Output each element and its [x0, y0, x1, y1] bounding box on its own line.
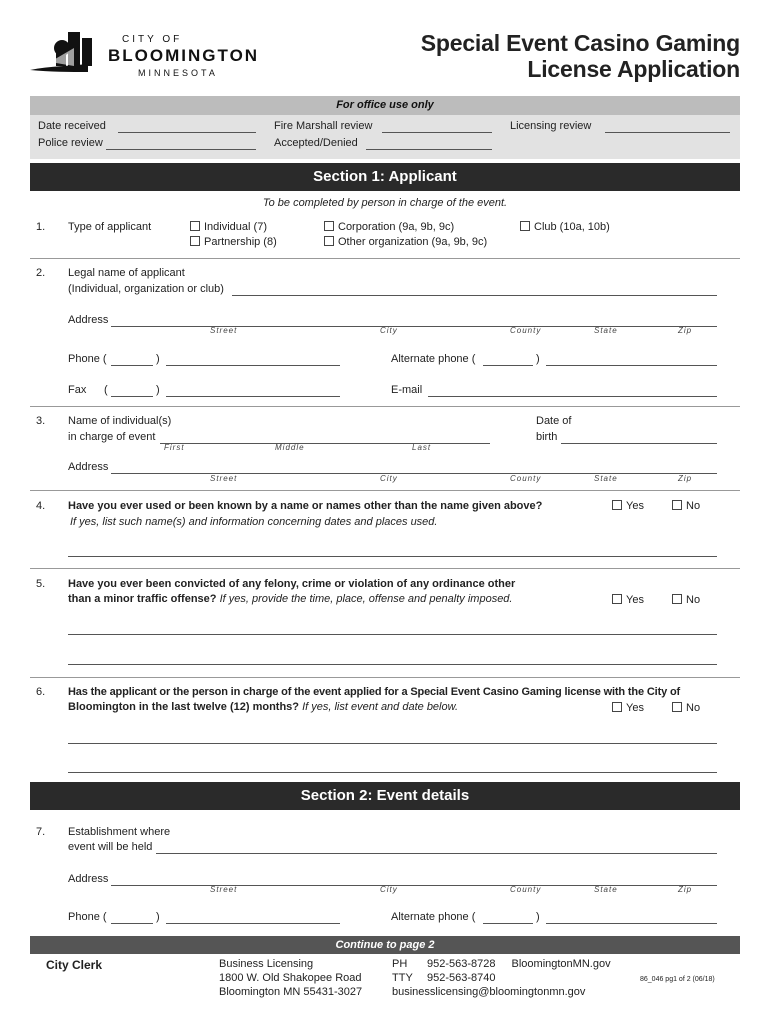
- divider: [30, 677, 740, 678]
- q5-note: If yes, provide the time, place, offense and penalty imposed.: [219, 593, 513, 605]
- logo-city-of: CITY OF: [122, 34, 183, 45]
- licensing-review-field[interactable]: [605, 132, 730, 133]
- individual-name-label: Name of individual(s): [68, 415, 172, 427]
- option-other-organization[interactable]: [324, 236, 487, 248]
- legal-name-sublabel: (Individual, organization or club): [68, 283, 224, 295]
- q6-note: If yes, list event and date below.: [302, 701, 459, 713]
- date-received-label: Date received: [38, 120, 106, 132]
- email-field[interactable]: [428, 396, 717, 397]
- q6-question-line-2: [68, 701, 458, 713]
- option-club[interactable]: [520, 221, 610, 233]
- fax-paren-close: ): [156, 384, 160, 396]
- q6-number: 6.: [36, 686, 46, 698]
- date-received-field[interactable]: [118, 132, 256, 133]
- city-logo: [30, 28, 260, 88]
- zip-caption: Zip: [678, 326, 693, 335]
- divider: [30, 568, 740, 569]
- address-label: Address: [68, 873, 109, 885]
- q4-no-label: No: [686, 500, 701, 512]
- q4-answer-field[interactable]: [68, 556, 717, 557]
- checkbox-corporation[interactable]: [324, 221, 334, 231]
- mailing-address: [219, 957, 362, 999]
- address-label: Address: [68, 461, 109, 473]
- q6-yes-label: Yes: [626, 702, 644, 714]
- contact-info: [392, 957, 611, 999]
- first-caption: First: [164, 443, 185, 452]
- alt-phone-area-code-field[interactable]: [483, 365, 533, 366]
- county-caption: County: [510, 326, 542, 335]
- q2-number: 2.: [36, 267, 46, 279]
- alt-phone-paren-close: ): [536, 353, 540, 365]
- street-caption: Street: [210, 474, 238, 483]
- individual-address-field[interactable]: [111, 473, 717, 474]
- county-caption: County: [510, 474, 542, 483]
- phone-label: Phone (: [68, 911, 107, 923]
- legal-name-label: Legal name of applicant: [68, 267, 185, 279]
- option-partnership-label: Partnership (8): [204, 236, 277, 248]
- checkbox-q4-yes[interactable]: [612, 500, 622, 510]
- event-address-field[interactable]: [111, 885, 717, 886]
- q4-yes[interactable]: [612, 500, 644, 512]
- zip-caption: Zip: [678, 474, 693, 483]
- option-individual-label: Individual (7): [204, 221, 267, 233]
- event-alt-phone-number-field[interactable]: [546, 923, 717, 924]
- event-phone-area-code-field[interactable]: [111, 923, 153, 924]
- q5-answer-field-2[interactable]: [68, 664, 717, 665]
- q6-answer-field-1[interactable]: [68, 743, 717, 744]
- phone-paren-close: ): [156, 911, 160, 923]
- fax-area-code-field[interactable]: [111, 396, 153, 397]
- q6-no-label: No: [686, 702, 701, 714]
- zip-caption: Zip: [678, 885, 693, 894]
- tty-prefix: TTY: [392, 972, 413, 984]
- applicant-address-field[interactable]: [111, 326, 717, 327]
- address-label: Address: [68, 314, 109, 326]
- q3-number: 3.: [36, 415, 46, 427]
- applicant-type-label: Type of applicant: [68, 221, 152, 233]
- city-state-zip: Bloomington MN 55431-3027: [219, 986, 363, 998]
- individual-name-field[interactable]: [160, 443, 490, 444]
- divider: [30, 258, 740, 259]
- q7-number: 7.: [36, 826, 46, 838]
- street-caption: Street: [210, 885, 238, 894]
- q5-number: 5.: [36, 578, 46, 590]
- website-link[interactable]: BloomingtonMN.gov: [511, 958, 611, 970]
- checkbox-individual[interactable]: [190, 221, 200, 231]
- q4-no[interactable]: [672, 500, 700, 512]
- city-caption: City: [380, 885, 398, 894]
- logo-city-name: BLOOMINGTON: [108, 46, 260, 65]
- option-corporation[interactable]: [324, 221, 454, 233]
- divider: [30, 406, 740, 407]
- dob-sublabel: birth: [536, 431, 558, 443]
- accepted-denied-label: Accepted/Denied: [274, 137, 358, 149]
- state-caption: State: [594, 474, 618, 483]
- alt-phone-number-field[interactable]: [546, 365, 717, 366]
- fire-marshall-field[interactable]: [382, 132, 492, 133]
- dob-label: Date of: [536, 415, 572, 427]
- option-partnership[interactable]: [190, 236, 277, 248]
- city-caption: City: [380, 326, 398, 335]
- last-caption: Last: [412, 443, 432, 452]
- establishment-field[interactable]: [156, 853, 717, 854]
- checkbox-other-organization[interactable]: [324, 236, 334, 246]
- phone-area-code-field[interactable]: [111, 365, 153, 366]
- continue-banner: Continue to page 2: [30, 936, 740, 954]
- checkbox-q5-yes[interactable]: [612, 594, 622, 604]
- page-title: [421, 30, 740, 82]
- q4-question: Have you ever used or been known by a name or names other than the name given above?: [68, 500, 543, 512]
- checkbox-partnership[interactable]: [190, 236, 200, 246]
- checkbox-q6-yes[interactable]: [612, 702, 622, 712]
- office-use-box: [30, 115, 740, 159]
- event-phone-number-field[interactable]: [166, 923, 340, 924]
- q4-number: 4.: [36, 500, 46, 512]
- police-review-label: Police review: [38, 137, 103, 149]
- state-caption: State: [594, 885, 618, 894]
- option-club-label: Club (10a, 10b): [534, 221, 610, 233]
- fax-paren-open: (: [104, 384, 108, 396]
- office-use-heading: For office use only: [30, 96, 740, 115]
- option-other-organization-label: Other organization (9a, 9b, 9c): [338, 236, 488, 248]
- fire-marshall-label: Fire Marshall review: [274, 120, 373, 132]
- middle-caption: Middle: [275, 443, 305, 452]
- q5-question-line-1: Have you ever been convicted of any felony, crime or violation of any ordinance other: [68, 578, 516, 590]
- q6-no[interactable]: [672, 702, 700, 714]
- dob-field[interactable]: [561, 443, 717, 444]
- q5-yes[interactable]: [612, 594, 644, 606]
- county-caption: County: [510, 885, 542, 894]
- legal-name-field[interactable]: [232, 295, 717, 296]
- city-clerk-label: City Clerk: [46, 958, 103, 972]
- q6-question-text: Bloomington in the last twelve (12) months?: [68, 701, 300, 713]
- phone-paren-close: ): [156, 353, 160, 365]
- q6-question-line-1: Has the applicant or the person in charge of the event applied for a Special Event Casino Gaming license with the City of: [68, 686, 681, 698]
- accepted-denied-field[interactable]: [366, 149, 492, 150]
- q1-number: 1.: [36, 221, 46, 233]
- street-caption: Street: [210, 326, 238, 335]
- q5-no-label: No: [686, 594, 701, 606]
- fax-label: Fax: [68, 384, 87, 396]
- city-caption: City: [380, 474, 398, 483]
- checkbox-q6-no[interactable]: [672, 702, 682, 712]
- licensing-review-label: Licensing review: [510, 120, 592, 132]
- section-1-subheading: To be completed by person in charge of the event.: [262, 197, 508, 209]
- title-line-1: Special Event Casino Gaming: [420, 30, 740, 56]
- email-label: E-mail: [391, 384, 423, 396]
- state-caption: State: [594, 326, 618, 335]
- q6-yes[interactable]: [612, 702, 644, 714]
- event-alt-phone-area-code-field[interactable]: [483, 923, 533, 924]
- office-phone: 952-563-8728: [427, 958, 496, 970]
- q4-yes-label: Yes: [626, 500, 644, 512]
- phone-label: Phone (: [68, 353, 107, 365]
- email-link[interactable]: businesslicensing@bloomingtonmn.gov: [392, 986, 586, 998]
- q5-yes-label: Yes: [626, 594, 644, 606]
- street-address: 1800 W. Old Shakopee Road: [219, 972, 362, 984]
- q5-answer-field-1[interactable]: [68, 634, 717, 635]
- q5-question-line-2: [68, 593, 513, 605]
- checkbox-club[interactable]: [520, 221, 530, 231]
- phone-prefix: PH: [392, 958, 408, 970]
- fax-number-field[interactable]: [166, 396, 340, 397]
- q5-question-text: than a minor traffic offense?: [68, 593, 217, 605]
- logo-state: MINNESOTA: [138, 68, 218, 78]
- section-2-heading: Section 2: Event details: [30, 782, 740, 810]
- checkbox-q4-no[interactable]: [672, 500, 682, 510]
- option-individual[interactable]: [190, 221, 267, 233]
- checkbox-q5-no[interactable]: [672, 594, 682, 604]
- dept-name: Business Licensing: [219, 958, 314, 970]
- divider: [30, 490, 740, 491]
- city-skyline-icon: [30, 28, 110, 78]
- q4-note: If yes, list such name(s) and information concerning dates and places used.: [70, 516, 438, 528]
- alt-phone-paren-close: ): [536, 911, 540, 923]
- police-review-field[interactable]: [106, 149, 256, 150]
- title-line-2: License Application: [527, 56, 740, 82]
- alt-phone-label: Alternate phone (: [391, 911, 476, 923]
- option-corporation-label: Corporation (9a, 9b, 9c): [338, 221, 455, 233]
- q5-no[interactable]: [672, 594, 700, 606]
- alt-phone-label: Alternate phone (: [391, 353, 476, 365]
- q6-answer-field-2[interactable]: [68, 772, 717, 773]
- individual-name-sublabel: in charge of event: [68, 431, 156, 443]
- tty-phone: 952-563-8740: [427, 972, 496, 984]
- establishment-sublabel: event will be held: [68, 841, 153, 853]
- form-id: 86_046 pg1 of 2 (06/18): [640, 976, 715, 983]
- establishment-label: Establishment where: [68, 826, 171, 838]
- phone-number-field[interactable]: [166, 365, 340, 366]
- section-1-heading: Section 1: Applicant: [30, 163, 740, 191]
